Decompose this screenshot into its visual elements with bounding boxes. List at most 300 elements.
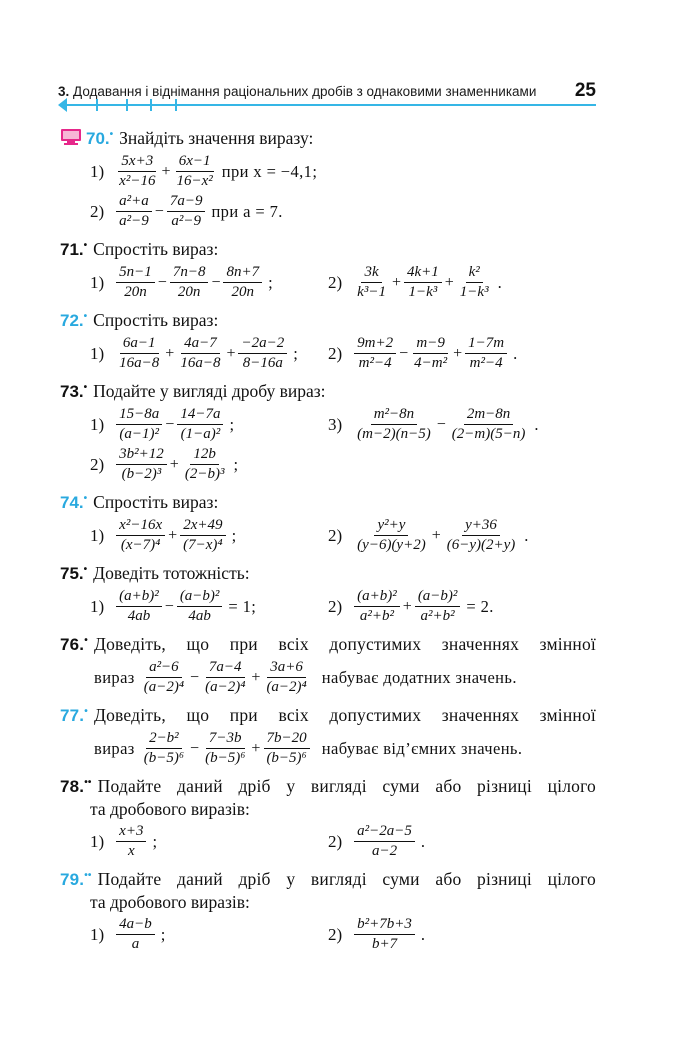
fraction (182, 446, 228, 483)
numerator: 2x+49 (180, 517, 225, 536)
task-71 (60, 235, 596, 301)
task-number-text: 78. (60, 777, 85, 796)
ruler-tick (126, 99, 128, 111)
fraction (223, 264, 262, 301)
exercise-item (328, 517, 596, 554)
ruler-tick (150, 99, 152, 111)
item-label: 1) (90, 525, 105, 545)
running-title (58, 84, 536, 99)
denominator: (b−5)⁶ (266, 750, 307, 766)
denominator: (b−5)⁶ (205, 750, 246, 766)
expression (352, 335, 509, 372)
denominator: k³−1 (357, 284, 386, 300)
expression (114, 916, 157, 953)
numerator: (a+b)² (116, 588, 162, 607)
item-tail: ; (229, 414, 235, 434)
numerator: (a−b)² (177, 588, 223, 607)
fraction (116, 335, 162, 372)
task-heading-text: Спростіть вираз: (93, 310, 219, 330)
ruler-tick (175, 99, 177, 111)
difficulty-mark: • (83, 564, 88, 575)
numerator: m−9 (413, 335, 447, 354)
denominator: 4ab (127, 608, 151, 624)
page-number: 25 (574, 80, 596, 101)
operator: − (157, 273, 167, 291)
denominator: (m−2)(n−5) (357, 426, 431, 442)
numerator: y²+y (374, 517, 408, 536)
task-70 (60, 124, 596, 230)
task-number (60, 306, 87, 332)
task-number (60, 488, 87, 514)
numerator: 2−b² (146, 730, 182, 749)
numerator: 8n+7 (223, 264, 262, 283)
fraction (354, 823, 415, 860)
operator: − (154, 202, 164, 220)
operator: + (251, 739, 261, 757)
numerator: 3a+6 (267, 659, 306, 678)
task-79 (60, 865, 596, 953)
numerator: 4a−7 (181, 335, 220, 354)
item-tail: ; (152, 831, 158, 851)
difficulty-mark: •• (84, 777, 92, 788)
numerator: m²−8n (371, 406, 417, 425)
item-label: 1) (90, 831, 105, 851)
task-heading (60, 235, 596, 261)
expression (139, 730, 312, 767)
denominator: (6−y)(2+y) (446, 537, 516, 553)
numerator: 9m+2 (354, 335, 396, 354)
operator: − (165, 415, 175, 433)
exercise-item (60, 588, 328, 625)
item-tail: = 1; (228, 596, 257, 616)
task-line-2: та дробового виразів: (90, 892, 250, 912)
item-label: 2) (328, 525, 343, 545)
item-tail: = 2. (466, 596, 494, 616)
expression (352, 517, 520, 554)
numerator: 14−7a (177, 406, 223, 425)
denominator: 16a−8 (119, 355, 160, 371)
numerator: 15−8a (116, 406, 162, 425)
computer-icon (60, 128, 82, 146)
task-number-text: 70. (86, 129, 110, 148)
fraction (177, 335, 223, 372)
item-label: 2) (328, 272, 343, 292)
difficulty-mark: • (83, 382, 88, 393)
numerator: 7a−4 (206, 659, 245, 678)
operator: + (226, 344, 236, 362)
exercise-item (60, 335, 328, 372)
task-number (60, 377, 87, 403)
task-number (60, 559, 87, 585)
numerator: 7n−8 (170, 264, 209, 283)
exercise-item (60, 193, 596, 230)
numerator: 4a−b (116, 916, 155, 935)
item-label: 1) (90, 596, 105, 616)
expression (114, 406, 225, 443)
operator: − (190, 739, 200, 757)
item-tail: ; (268, 272, 274, 292)
task-line (60, 772, 596, 798)
fraction (354, 916, 415, 953)
task-line-text: Доведіть, що при всіх допустимих значеннях змінної (93, 705, 596, 725)
denominator: (1−a)² (180, 426, 221, 442)
fraction (173, 153, 215, 190)
task-number (86, 124, 113, 150)
denominator: (y−6)(y+2) (357, 537, 426, 553)
exercise-item (60, 264, 328, 301)
task-heading-text: Спростіть вираз: (93, 492, 219, 512)
exercise-item (328, 823, 596, 860)
exercise-item (60, 823, 328, 860)
item-label: 3) (328, 414, 343, 434)
numerator: 5n−1 (116, 264, 155, 283)
item-tail: ; (233, 454, 239, 474)
item-tail: ; (231, 525, 237, 545)
item-tail: . (497, 272, 503, 292)
numerator: 1−7m (465, 335, 507, 354)
numerator: (a−b)² (415, 588, 461, 607)
denominator: 16a−8 (180, 355, 221, 371)
fraction (263, 730, 309, 767)
item-label: 2) (90, 454, 105, 474)
item-tail: . (420, 831, 426, 851)
fraction (263, 659, 309, 696)
expression (114, 153, 218, 190)
task-number (60, 706, 88, 725)
operator: − (211, 273, 221, 291)
fraction (116, 823, 146, 860)
denominator: (b−5)⁶ (143, 750, 185, 766)
exercise-row (90, 730, 596, 767)
difficulty-mark: •• (84, 870, 92, 881)
task-heading (60, 306, 596, 332)
expression (114, 588, 224, 625)
fraction (167, 193, 206, 230)
header-rule (64, 104, 596, 106)
fraction (116, 406, 162, 443)
denominator: 4ab (188, 608, 211, 624)
page-header (58, 80, 596, 114)
numerator: k² (466, 264, 483, 283)
fraction (449, 406, 529, 443)
expression (352, 264, 493, 301)
task-75 (60, 559, 596, 625)
operator: + (444, 273, 454, 291)
numerator: b²+7b+3 (354, 916, 415, 935)
task-heading-text: Знайдіть значення виразу: (119, 128, 314, 148)
exercise-item (60, 153, 596, 190)
exercise-row (60, 153, 596, 190)
task-number-text: 73. (60, 382, 84, 401)
denominator: a−2 (371, 843, 398, 859)
task-line-2: та дробового виразів: (90, 799, 250, 819)
numerator: a²+a (116, 193, 152, 212)
task-number-text: 72. (60, 311, 84, 330)
ruler-tick (96, 99, 98, 111)
item-tail: . (534, 414, 539, 434)
fraction (116, 153, 158, 190)
exercise-row (60, 264, 596, 301)
item-label: 1) (90, 343, 105, 363)
denominator: 8−16a (242, 355, 283, 371)
operator: − (399, 344, 409, 362)
operator: + (169, 455, 179, 473)
item-label: 1) (90, 414, 105, 434)
task-line-text: Подайте даний дріб у вигляді суми або різниці цілого (97, 776, 596, 796)
expression (114, 264, 264, 301)
task-number-text: 76. (60, 635, 85, 654)
difficulty-mark: • (84, 706, 88, 717)
exercise-row (60, 588, 596, 625)
difficulty-mark: • (83, 311, 88, 322)
fraction (354, 517, 429, 554)
exercise-item (60, 916, 328, 953)
operator: − (190, 668, 200, 686)
numerator: 6a−1 (120, 335, 159, 354)
denominator: 1−k³ (408, 284, 438, 300)
denominator: a²−9 (171, 213, 201, 229)
operator: − (436, 415, 446, 433)
denominator: 16−x² (176, 173, 213, 189)
numerator: a²−2a−5 (354, 823, 415, 842)
task-line (60, 630, 596, 656)
fraction (354, 588, 400, 625)
difficulty-mark: • (109, 129, 114, 140)
fraction (354, 335, 396, 372)
expression (352, 916, 417, 953)
expression-prefix: вираз (94, 738, 135, 758)
denominator: (a−2)⁴ (266, 679, 307, 695)
item-label: 2) (328, 343, 343, 363)
fraction (180, 517, 226, 554)
fraction (116, 264, 155, 301)
task-heading (60, 124, 596, 150)
exercise-item (328, 406, 596, 443)
item-tail: ; (160, 924, 166, 944)
task-number-text: 71. (60, 240, 84, 259)
numerator: 2m−8n (464, 406, 513, 425)
task-line (60, 865, 596, 891)
expression (352, 588, 462, 625)
item-tail: при a = 7. (211, 201, 283, 221)
denominator: 20n (124, 284, 147, 300)
task-number (60, 870, 92, 889)
denominator: (b−2)³ (121, 466, 162, 482)
fraction (238, 335, 287, 372)
task-heading (60, 559, 596, 585)
numerator: −2a−2 (238, 335, 287, 354)
numerator: a²−6 (146, 659, 182, 678)
item-label: 2) (328, 596, 343, 616)
operator: + (431, 526, 441, 544)
denominator: 20n (177, 284, 201, 300)
task-78 (60, 772, 596, 860)
task-74 (60, 488, 596, 554)
denominator: x (127, 843, 135, 859)
denominator: 4−m² (414, 355, 448, 371)
task-number (60, 777, 92, 796)
denominator: a²−9 (119, 213, 149, 229)
fraction (354, 406, 434, 443)
task-number-text: 79. (60, 870, 85, 889)
numerator: 12b (190, 446, 219, 465)
arrow-left-icon (58, 98, 67, 112)
denominator: (x−7)⁴ (120, 537, 161, 553)
fraction (465, 335, 507, 372)
denominator: (2−m)(5−n) (451, 426, 526, 442)
chapter-number: 3. (58, 84, 70, 99)
denominator: (a−2)⁴ (205, 679, 246, 695)
exercise-item (328, 264, 596, 301)
fraction (116, 193, 152, 230)
denominator: b+7 (371, 936, 398, 952)
item-tail: при x = −4,1; (221, 161, 318, 181)
operator: + (453, 344, 463, 362)
expression (114, 335, 289, 372)
numerator: 5x+3 (118, 153, 156, 172)
exercise-item (60, 517, 328, 554)
exercise-row (60, 406, 596, 443)
fraction (354, 264, 389, 301)
task-number (60, 635, 88, 654)
task-line (60, 701, 596, 727)
fraction (116, 446, 167, 483)
task-heading-text: Подайте у вигляді дробу вираз: (93, 381, 326, 401)
item-tail: . (524, 525, 529, 545)
operator: + (168, 526, 178, 544)
numerator: 6x−1 (176, 153, 214, 172)
task-77 (60, 701, 596, 767)
denominator: (2−b)³ (184, 466, 225, 482)
operator: + (251, 668, 261, 686)
denominator: m²−4 (469, 355, 503, 371)
fraction (177, 588, 223, 625)
expression (114, 823, 148, 860)
exercise-row (60, 823, 596, 860)
fraction (404, 264, 442, 301)
fraction (141, 659, 187, 696)
expression (114, 193, 207, 230)
numerator: x+3 (116, 823, 146, 842)
task-73 (60, 377, 596, 483)
operator: + (161, 162, 171, 180)
denominator: a (131, 936, 140, 952)
difficulty-mark: • (83, 240, 88, 251)
expression (114, 446, 229, 483)
numerator: 7b−20 (264, 730, 310, 749)
denominator: a²+b² (359, 608, 395, 624)
numerator: 7a−9 (167, 193, 206, 212)
operator: + (165, 344, 175, 362)
task-line-text: Доведіть, що при всіх допустимих значеннях змінної (93, 634, 596, 654)
item-tail: ; (293, 343, 299, 363)
task-heading (60, 488, 596, 514)
operator: + (391, 273, 401, 291)
numerator: 3k (361, 264, 381, 283)
fraction (116, 916, 155, 953)
exercise-list (60, 124, 596, 958)
task-heading (60, 377, 596, 403)
item-label: 2) (328, 831, 343, 851)
task-72 (60, 306, 596, 372)
operator: + (402, 597, 412, 615)
expression (352, 823, 417, 860)
denominator: (a−2)⁴ (143, 679, 185, 695)
numerator: x²−16x (116, 517, 165, 536)
exercise-row (60, 916, 596, 953)
exercise-item (60, 406, 328, 443)
exercise-row (60, 193, 596, 230)
denominator: m²−4 (358, 355, 392, 371)
fraction (444, 517, 519, 554)
numerator: y+36 (462, 517, 500, 536)
denominator: (7−x)⁴ (183, 537, 223, 553)
expression (352, 406, 530, 443)
expression (114, 517, 227, 554)
numerator: (a+b)² (354, 588, 400, 607)
fraction (141, 730, 187, 767)
task-number (60, 235, 87, 261)
item-label: 2) (328, 924, 343, 944)
fraction (411, 335, 450, 372)
item-label: 2) (90, 201, 105, 221)
task-number-text: 75. (60, 564, 84, 583)
item-tail: . (513, 343, 518, 363)
fraction (170, 264, 209, 301)
exercise-row (60, 517, 596, 554)
task-76 (60, 630, 596, 696)
difficulty-mark: • (84, 635, 88, 646)
fraction (177, 406, 223, 443)
denominator: 20n (231, 284, 255, 300)
exercise-row (90, 659, 596, 696)
denominator: (a−1)² (119, 426, 160, 442)
chapter-title: Додавання і віднімання раціональних дробів з однаковими знаменниками (73, 84, 537, 99)
numerator: 4k+1 (404, 264, 442, 283)
task-line-text: Подайте даний дріб у вигляді суми або різниці цілого (97, 869, 596, 889)
operator: − (164, 597, 174, 615)
item-label: 1) (90, 161, 105, 181)
denominator: 1−k³ (459, 284, 489, 300)
numerator: 3b²+12 (116, 446, 167, 465)
exercise-item (328, 916, 596, 953)
expression-suffix: набуває додатних значень. (321, 667, 517, 687)
expression-suffix: набуває від’ємних значень. (321, 738, 523, 758)
denominator: x²−16 (119, 173, 156, 189)
item-label: 1) (90, 924, 105, 944)
numerator: 7−3b (206, 730, 245, 749)
task-number-text: 74. (60, 493, 84, 512)
expression-prefix: вираз (94, 667, 135, 687)
item-tail: . (420, 924, 426, 944)
denominator: a²+b² (420, 608, 455, 624)
fraction (116, 517, 165, 554)
exercise-item (328, 335, 596, 372)
fraction (116, 588, 162, 625)
exercise-item (328, 588, 596, 625)
task-number-text: 77. (60, 706, 85, 725)
exercise-item (60, 446, 596, 483)
task-heading-text: Доведіть тотожність: (93, 563, 250, 583)
fraction (415, 588, 461, 625)
task-heading-text: Спростіть вираз: (93, 239, 219, 259)
exercise-row (60, 335, 596, 372)
exercise-row (60, 446, 596, 483)
fraction (457, 264, 492, 301)
fraction (202, 730, 248, 767)
expression (139, 659, 312, 696)
fraction (202, 659, 248, 696)
